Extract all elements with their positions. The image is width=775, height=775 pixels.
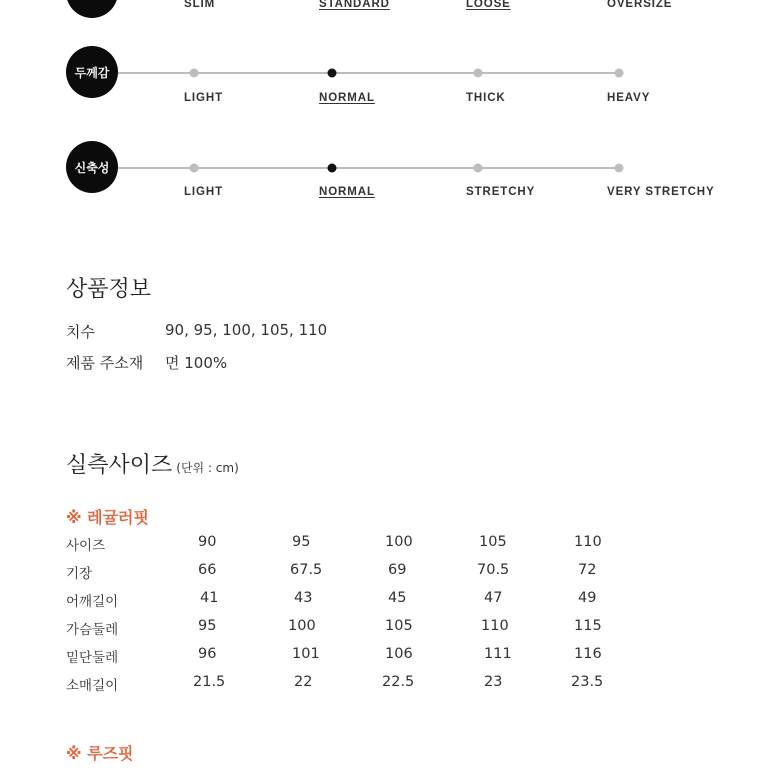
row-label: 가슴둘레 — [66, 622, 119, 638]
row-label: 어깨길이 — [66, 594, 119, 610]
table-cell: 101 — [292, 646, 320, 662]
stretch-dot-light — [190, 164, 199, 173]
table-row — [66, 562, 666, 590]
stretch-scale — [0, 139, 775, 199]
stretch-dot-normal — [328, 164, 337, 173]
size-options-value: 90, 95, 100, 105, 110 — [165, 321, 328, 339]
table-cell: 22 — [294, 674, 313, 690]
table-row — [66, 646, 666, 674]
table-cell: 95 — [292, 534, 311, 550]
table-cell: 66 — [198, 562, 217, 578]
table-cell: 105 — [479, 534, 507, 550]
row-label: 소매길이 — [66, 678, 119, 694]
row-label: 기장 — [66, 566, 93, 582]
fit-badge — [66, 0, 118, 18]
table-cell: 90 — [198, 534, 217, 550]
table-cell: 95 — [198, 618, 217, 634]
thickness-dot-heavy — [615, 69, 624, 78]
fit-label-standard: STANDARD — [319, 0, 390, 10]
table-cell: 110 — [574, 534, 602, 550]
table-cell: 110 — [481, 618, 509, 634]
table-cell: 43 — [294, 590, 313, 606]
product-info-title: 상품정보 — [66, 277, 152, 302]
table-cell: 41 — [200, 590, 219, 606]
main-material-value: 면 100% — [165, 354, 228, 372]
regular-fit-table — [66, 534, 666, 702]
loose-fit-heading: ※ 루즈핏 — [66, 744, 134, 763]
thickness-dot-light — [190, 69, 199, 78]
thickness-label-heavy: HEAVY — [607, 92, 651, 104]
thickness-dot-thick — [474, 69, 483, 78]
table-cell: 47 — [484, 590, 503, 606]
actual-size-title-text: 실측사이즈 — [66, 453, 173, 478]
stretch-label-normal: NORMAL — [319, 186, 375, 198]
stretch-label-very-stretchy: VERY STRETCHY — [607, 186, 715, 198]
table-cell: 22.5 — [382, 674, 415, 690]
stretch-badge: 신축성 — [66, 141, 118, 193]
table-row — [66, 618, 666, 646]
fit-label-loose: LOOSE — [466, 0, 511, 10]
thickness-dot-normal — [328, 69, 337, 78]
thickness-label-normal: NORMAL — [319, 92, 375, 104]
main-material-label: 제품 주소재 — [66, 354, 144, 372]
regular-fit-heading: ※ 레귤러핏 — [66, 508, 149, 527]
stretch-label-light: LIGHT — [184, 186, 223, 198]
stretch-dot-stretchy — [474, 164, 483, 173]
table-cell: 69 — [388, 562, 407, 578]
thickness-label-light: LIGHT — [184, 92, 223, 104]
table-cell: 23.5 — [571, 674, 604, 690]
thickness-scale — [0, 44, 775, 104]
table-cell: 23 — [484, 674, 503, 690]
table-cell: 100 — [385, 534, 413, 550]
fit-label-oversize: OVERSIZE — [607, 0, 673, 10]
thickness-badge: 두께감 — [66, 46, 118, 98]
table-cell: 49 — [578, 590, 597, 606]
table-cell: 67.5 — [290, 562, 323, 578]
fit-label-slim: SLIM — [184, 0, 216, 10]
table-cell: 115 — [574, 618, 602, 634]
table-cell: 96 — [198, 646, 217, 662]
table-cell: 105 — [385, 618, 413, 634]
table-cell: 111 — [484, 646, 512, 662]
size-options-label: 치수 — [66, 323, 95, 341]
fit-scale — [0, 0, 775, 24]
unit-note: (단위 : cm) — [176, 461, 239, 475]
thickness-label-thick: THICK — [466, 92, 506, 104]
table-cell: 100 — [288, 618, 316, 634]
table-row — [66, 674, 666, 702]
row-label: 사이즈 — [66, 538, 106, 554]
stretch-label-stretchy: STRETCHY — [466, 186, 536, 198]
table-cell: 72 — [578, 562, 597, 578]
table-cell: 116 — [574, 646, 602, 662]
table-cell: 70.5 — [477, 562, 510, 578]
table-cell: 21.5 — [193, 674, 226, 690]
stretch-dot-very-stretchy — [615, 164, 624, 173]
table-row — [66, 534, 666, 562]
table-cell: 106 — [385, 646, 413, 662]
actual-size-title — [66, 448, 239, 479]
table-row — [66, 590, 666, 618]
table-cell: 45 — [388, 590, 407, 606]
row-label: 밑단둘레 — [66, 650, 119, 666]
